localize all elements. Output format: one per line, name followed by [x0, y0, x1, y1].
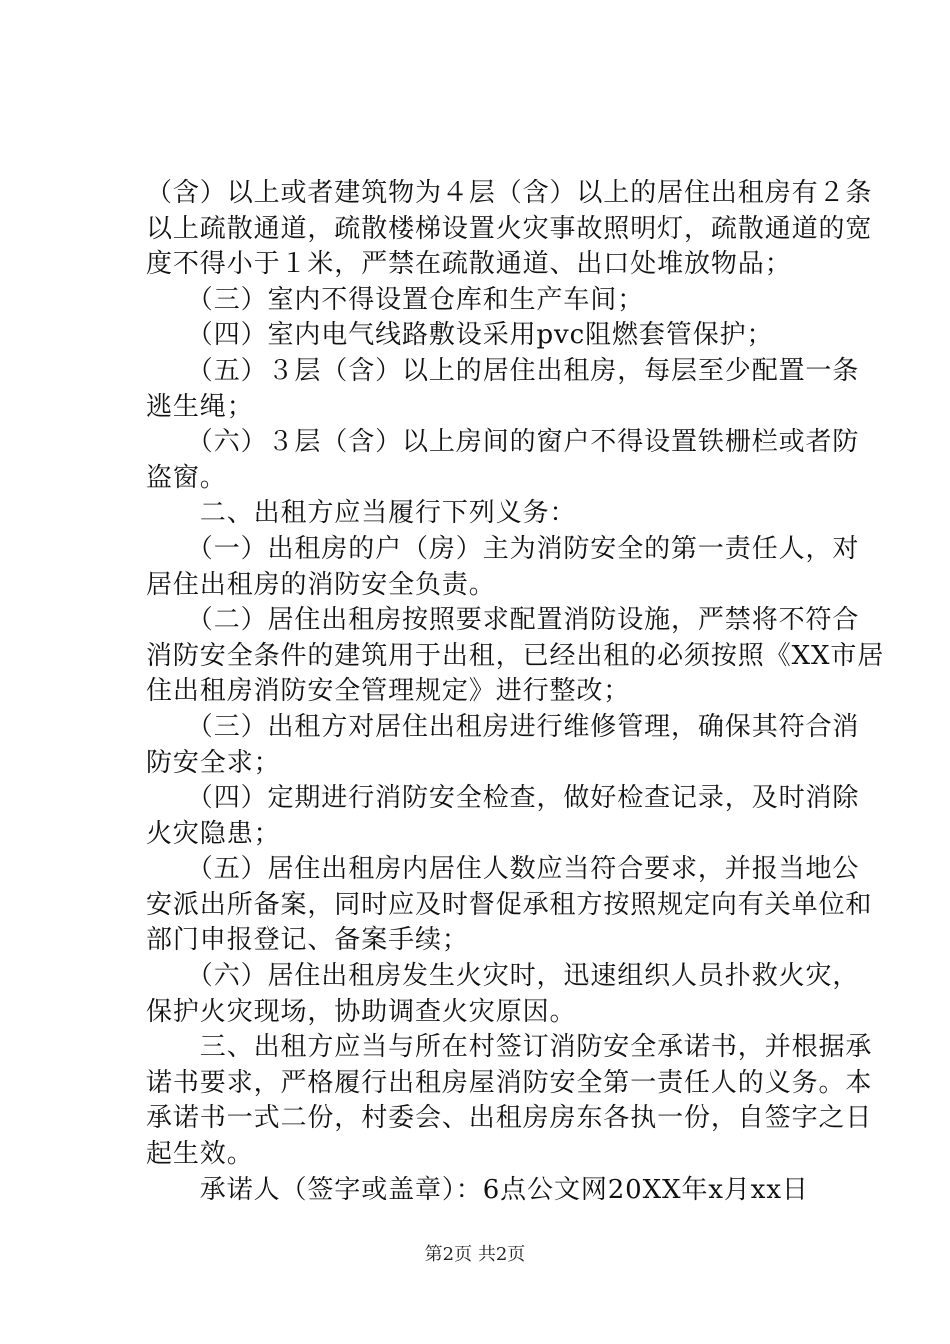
text-line: 逃生绳； [146, 391, 254, 422]
text-line: （三）出租方对居住出租房进行维修管理，确保其符合消 [146, 711, 860, 742]
text-line: 安派出所备案，同时应及时督促承租方按照规定向有关单位和 [146, 889, 873, 920]
text-line: （含）以上或者建筑物为４层（含）以上的居住出租房有２条 [146, 178, 873, 208]
text-line: 住出租房消防安全管理规定》进行整改； [146, 676, 631, 707]
text-line: 起生效。 [146, 1139, 254, 1170]
text-line: （四）定期进行消防安全检查，做好检查记录，及时消除 [146, 783, 860, 814]
text-line: （三）室内不得设置仓库和生产车间； [146, 284, 645, 315]
text-line: （五）居住出租房内居住人数应当符合要求，并报当地公 [146, 854, 860, 885]
signature-line: 承诺人（签字或盖章）：6点公文网20XX年x月xx日 [146, 1174, 809, 1205]
text-line: （六）居住出租房发生火灾时，迅速组织人员扑救火灾， [146, 961, 860, 992]
text-line: 三、出租方应当与所在村签订消防安全承诺书，并根据承 [146, 1032, 873, 1063]
text-line: （一）出租房的户（房）主为消防安全的第一责任人，对 [146, 533, 860, 564]
text-line: 居住出租房的消防安全负责。 [146, 569, 496, 600]
text-line: 承诺书一式二份，村委会、出租房房东各执一份，自签字之日 [146, 1103, 873, 1134]
body-text [146, 176, 885, 1208]
text-line: 防安全求； [146, 747, 281, 778]
page-number-footer: 第2页 共2页 [424, 1244, 526, 1265]
text-line: 诺书要求，严格履行出租房屋消防安全第一责任人的义务。本 [146, 1067, 873, 1098]
text-line: （五）３层（含）以上的居住出租房，每层至少配置一条 [146, 355, 860, 386]
text-line: 二、出租方应当履行下列义务： [146, 498, 577, 529]
text-line: 度不得小于１米，严禁在疏散通道、出口处堆放物品； [146, 249, 792, 280]
text-line: 部门申报登记、备案手续； [146, 925, 469, 956]
text-line: 以上疏散通道，疏散楼梯设置火灾事故照明灯，疏散通道的宽 [146, 213, 873, 244]
text-line: （四）室内电气线路敷设采用pvc阻燃套管保护； [146, 320, 774, 351]
text-line: 火灾隐患； [146, 818, 281, 849]
text-line: 消防安全条件的建筑用于出租，已经出租的必须按照《XX市居 [146, 640, 885, 671]
text-line: （六）３层（含）以上房间的窗户不得设置铁栅栏或者防 [146, 427, 860, 458]
text-line: 盗窗。 [146, 462, 227, 493]
text-line: 保护火灾现场，协助调查火灾原因。 [146, 996, 577, 1027]
text-line: （二）居住出租房按照要求配置消防设施，严禁将不符合 [146, 605, 860, 636]
